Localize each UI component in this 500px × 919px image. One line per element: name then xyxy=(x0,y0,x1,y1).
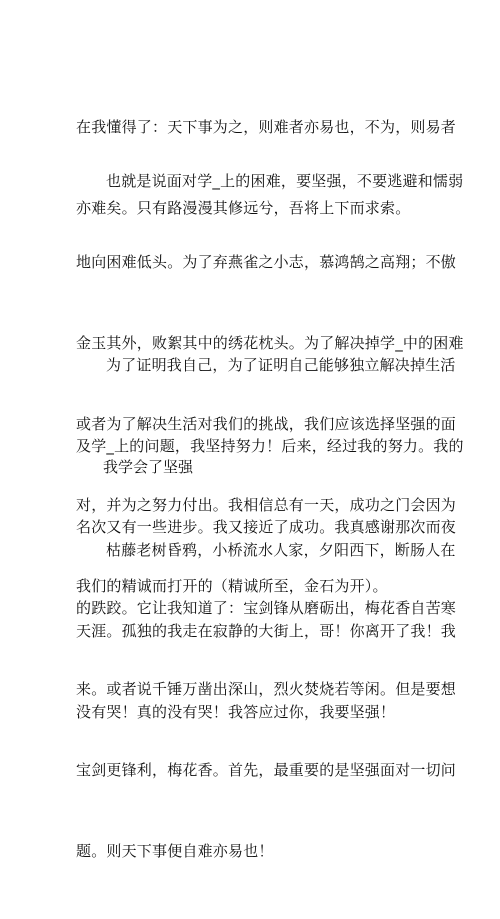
paragraph-line: 在我懂得了：天下事为之，则难者亦易也，不为，则易者 xyxy=(76,118,457,136)
paragraph-line: 或者为了解决生活对我们的挑战，我们应该选择坚强的面 xyxy=(76,415,457,433)
paragraph-4 xyxy=(76,483,457,780)
paragraph-line: 我们的精诚而打开的（精诚所至，金石为开）。 xyxy=(76,577,388,595)
paragraph-line: 对，并为之努力付出。我相信总有一天，成功之门会因为 xyxy=(76,496,457,514)
paragraph-line: 金玉其外，败絮其中的绣花枕头。为了解决掉学_中的困难 xyxy=(76,334,464,352)
paragraph-line: 亦难矣。只有路漫漫其修远兮，吾将上下而求索。 xyxy=(76,199,411,217)
paragraph-line: 宝剑更锋利，梅花香。首先，最重要的是坚强面对一切问 xyxy=(76,761,457,779)
paragraph-line: 及学_上的问题，我坚持努力！后来，经过我的努力。我的 xyxy=(76,437,464,455)
paragraph-line: 没有哭！真的没有哭！我答应过你，我要坚强！ xyxy=(76,703,396,721)
paragraph-line: 名次又有一些进步。我又接近了成功。我真感谢那次而夜 xyxy=(76,518,457,536)
paragraph-line: 来。或者说千锤万凿出深山，烈火焚烧若等闲。但是要想 xyxy=(76,680,457,698)
paragraph-line: 也就是说面对学_上的困难，要坚强，不要逃避和懦弱 xyxy=(106,172,464,190)
paragraph-line: 地向困难低头。为了弃燕雀之小志，慕鸿鹄之高翔；不傲 xyxy=(76,253,457,271)
paragraph-line: 题。则天下事便自难亦易也！ xyxy=(76,842,274,860)
paragraph-line: 的跌跤。它让我知道了：宝剑锋从磨砺出，梅花香自苦寒 xyxy=(76,599,457,617)
section-heading: 我学会了坚强 xyxy=(103,458,194,476)
paragraph-line: 天涯。孤独的我走在寂静的大街上，哥！你离开了我！我 xyxy=(76,622,457,640)
paragraph-line: 为了证明我自己，为了证明自己能够独立解决掉生活 xyxy=(106,356,456,374)
paragraph-line: 枯藤老树昏鸦，小桥流水人家，夕阳西下，断肠人在 xyxy=(106,541,456,559)
